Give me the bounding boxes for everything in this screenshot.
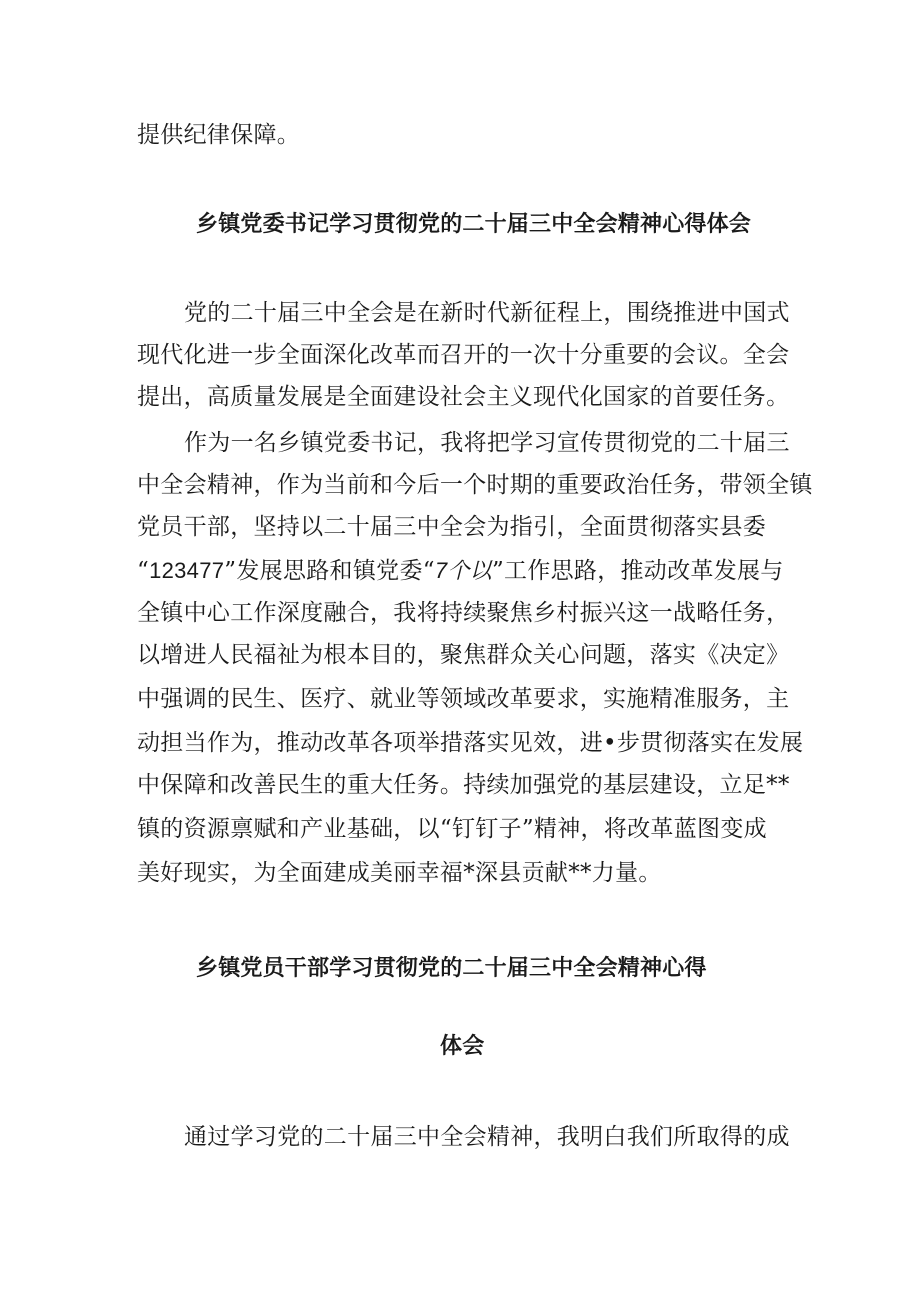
paragraph-line: 提出，高质量发展是全面建设社会主义现代化国家的首要任务。 (137, 384, 790, 410)
section2-title-line2: 体会 (440, 1034, 485, 1059)
paragraph-line-mixed (137, 556, 784, 586)
quote-close: ” (224, 558, 237, 584)
paragraph-line: 全镇中心工作深度融合，我将持续聚焦乡村振兴这一战略任务， (137, 600, 790, 626)
section1-title: 乡镇党委书记学习贯彻党的二十届三中全会精神心得体会 (196, 212, 752, 237)
paragraph-line: 现代化进一步全面深化改革而召开的一次十分重要的会议。全会 (137, 342, 790, 368)
italic-text: 7个以 (434, 558, 492, 583)
paragraph-line: 以增进人民福祉为根本目的，聚焦群众关心问题，落实《决定》 (137, 642, 790, 668)
paragraph-line: 党的二十届三中全会是在新时代新征程上，围绕推进中国式 (184, 300, 790, 326)
paragraph-line: 美好现实，为全面建成美丽幸福*深县贡献**力量。 (137, 860, 662, 886)
paragraph-line: 中保障和改善民生的重大任务。持续加强党的基层建设，立足** (137, 772, 790, 798)
line-mid-text: 发展思路和镇党委 (236, 558, 423, 584)
paragraph-line: 党员干部，坚持以二十届三中全会为指引，全面贯彻落实县委 (137, 514, 767, 540)
paragraph-line: 动担当作为，推动改革各项举措落实见效，进•步贯彻落实在发展 (137, 730, 804, 756)
quote2-open: “ (422, 558, 435, 584)
paragraph-line: 中全会精神，作为当前和今后一个时期的重要政治任务，带领全镇 (137, 472, 813, 498)
paragraph-line: 中强调的民生、医疗、就业等领域改革要求，实施精准服务，主 (137, 686, 790, 712)
number-text: 123477 (149, 558, 225, 583)
section2-paragraph-line: 通过学习党的二十届三中全会精神，我明白我们所取得的成 (184, 1124, 790, 1150)
quote-open: “ (137, 558, 150, 584)
paragraph-line: 镇的资源禀赋和产业基础，以“钉钉子”精神，将改革蓝图变成 (137, 816, 767, 842)
paragraph-line: 作为一名乡镇党委书记，我将把学习宣传贯彻党的二十届三 (184, 430, 790, 456)
section2-title-line1: 乡镇党员干部学习贯彻党的二十届三中全会精神心得 (196, 956, 707, 981)
intro-tail-text: 提供纪律保障。 (137, 122, 301, 148)
line-rest-text: ”工作思路，推动改革发展与 (491, 558, 784, 584)
